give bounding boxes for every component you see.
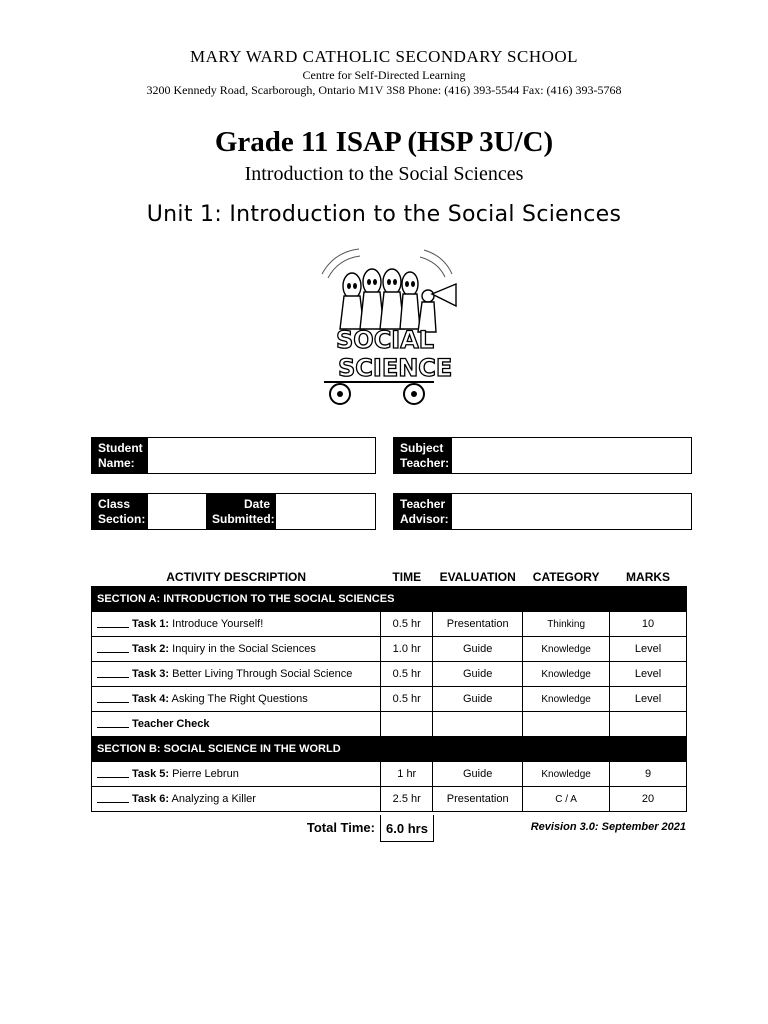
table-header-row bbox=[92, 568, 687, 587]
date-submitted-field[interactable] bbox=[276, 494, 375, 529]
marks-cell: Level bbox=[610, 662, 687, 687]
empty-cell bbox=[610, 712, 687, 737]
total-time-label: Total Time: bbox=[306, 820, 375, 835]
subject-teacher-label: Subject Teacher: bbox=[394, 438, 452, 473]
time-cell: 0.5 hr bbox=[381, 687, 433, 712]
section-a-title: SECTION A: INTRODUCTION TO THE SOCIAL SCIENCES bbox=[92, 587, 687, 612]
evaluation-cell: Guide bbox=[433, 637, 523, 662]
time-cell: 1 hr bbox=[381, 762, 433, 787]
table-row bbox=[92, 612, 687, 637]
checkoff-blank[interactable] bbox=[97, 652, 129, 653]
empty-cell bbox=[381, 712, 433, 737]
category-cell: Knowledge bbox=[523, 687, 610, 712]
section-a-row bbox=[92, 587, 687, 612]
task-cell: Task 1: Introduce Yourself! bbox=[92, 612, 381, 637]
evaluation-cell: Guide bbox=[433, 687, 523, 712]
marks-cell: 9 bbox=[610, 762, 687, 787]
time-cell: 1.0 hr bbox=[381, 637, 433, 662]
student-name-box bbox=[91, 437, 376, 474]
task-cell: Task 3: Better Living Through Social Science bbox=[92, 662, 381, 687]
class-section-label: Class Section: bbox=[92, 494, 148, 529]
evaluation-cell: Presentation bbox=[433, 612, 523, 637]
course-title: Grade 11 ISAP (HSP 3U/C) bbox=[214, 126, 554, 158]
category-cell: Knowledge bbox=[523, 762, 610, 787]
revision-note: Revision 3.0: September 2021 bbox=[530, 821, 686, 833]
teacher-check-cell: Teacher Check bbox=[92, 712, 381, 737]
teacher-advisor-box bbox=[393, 493, 692, 530]
time-cell: 0.5 hr bbox=[381, 662, 433, 687]
class-section-field[interactable] bbox=[148, 494, 206, 529]
table-row bbox=[92, 762, 687, 787]
unit-title: Unit 1: Introduction to the Social Sciences bbox=[146, 202, 622, 227]
header-activity: ACTIVITY DESCRIPTION bbox=[166, 570, 307, 584]
time-cell: 0.5 hr bbox=[381, 612, 433, 637]
teacher-advisor-field[interactable] bbox=[452, 494, 691, 529]
checkoff-blank[interactable] bbox=[97, 702, 129, 703]
evaluation-cell: Guide bbox=[433, 662, 523, 687]
task-cell: Task 6: Analyzing a Killer bbox=[92, 787, 381, 812]
date-submitted-label: Date Submitted: bbox=[206, 494, 276, 529]
checkoff-blank[interactable] bbox=[97, 627, 129, 628]
marks-cell: 20 bbox=[610, 787, 687, 812]
header-time: TIME bbox=[392, 570, 422, 584]
table-row bbox=[92, 787, 687, 812]
total-time-value: 6.0 hrs bbox=[380, 815, 434, 842]
course-subtitle: Introduction to the Social Sciences bbox=[244, 163, 524, 185]
svg-text:SOCIAL: SOCIAL bbox=[336, 326, 435, 354]
task-cell: Task 4: Asking The Right Questions bbox=[92, 687, 381, 712]
centre-name: Centre for Self-Directed Learning bbox=[302, 68, 466, 82]
class-date-box bbox=[91, 493, 376, 530]
checkoff-blank[interactable] bbox=[97, 727, 129, 728]
table-row bbox=[92, 637, 687, 662]
evaluation-cell: Guide bbox=[433, 762, 523, 787]
category-cell: Thinking bbox=[523, 612, 610, 637]
time-cell: 2.5 hr bbox=[381, 787, 433, 812]
empty-cell bbox=[433, 712, 523, 737]
category-cell: Knowledge bbox=[523, 637, 610, 662]
section-b-title: SECTION B: SOCIAL SCIENCE IN THE WORLD bbox=[92, 737, 687, 762]
marks-cell: Level bbox=[610, 637, 687, 662]
social-science-logo bbox=[314, 244, 464, 410]
empty-cell bbox=[523, 712, 610, 737]
subject-teacher-box bbox=[393, 437, 692, 474]
checkoff-blank[interactable] bbox=[97, 802, 129, 803]
checkoff-blank[interactable] bbox=[97, 777, 129, 778]
evaluation-cell: Presentation bbox=[433, 787, 523, 812]
section-b-row bbox=[92, 737, 687, 762]
teacher-advisor-label: Teacher Advisor: bbox=[394, 494, 452, 529]
table-row bbox=[92, 662, 687, 687]
student-name-label: Student Name: bbox=[92, 438, 148, 473]
header-evaluation: EVALUATION bbox=[439, 570, 516, 584]
student-name-field[interactable] bbox=[148, 438, 375, 473]
table-row bbox=[92, 687, 687, 712]
header-category: CATEGORY bbox=[532, 570, 600, 584]
category-cell: C / A bbox=[523, 787, 610, 812]
subject-teacher-field[interactable] bbox=[452, 438, 691, 473]
header-marks: MARKS bbox=[626, 570, 671, 584]
category-cell: Knowledge bbox=[523, 662, 610, 687]
checkoff-blank[interactable] bbox=[97, 677, 129, 678]
teacher-check-row bbox=[92, 712, 687, 737]
marks-cell: 10 bbox=[610, 612, 687, 637]
task-cell: Task 5: Pierre Lebrun bbox=[92, 762, 381, 787]
svg-text:SCIENCE: SCIENCE bbox=[338, 354, 453, 382]
activity-table bbox=[91, 568, 687, 812]
task-cell: Task 2: Inquiry in the Social Sciences bbox=[92, 637, 381, 662]
marks-cell: Level bbox=[610, 687, 687, 712]
school-name: MARY WARD CATHOLIC SECONDARY SCHOOL bbox=[189, 47, 579, 66]
school-address: 3200 Kennedy Road, Scarborough, Ontario M1V 3S8 Phone: (416) 393-5544 Fax: (416) 393-5768 bbox=[146, 83, 622, 97]
